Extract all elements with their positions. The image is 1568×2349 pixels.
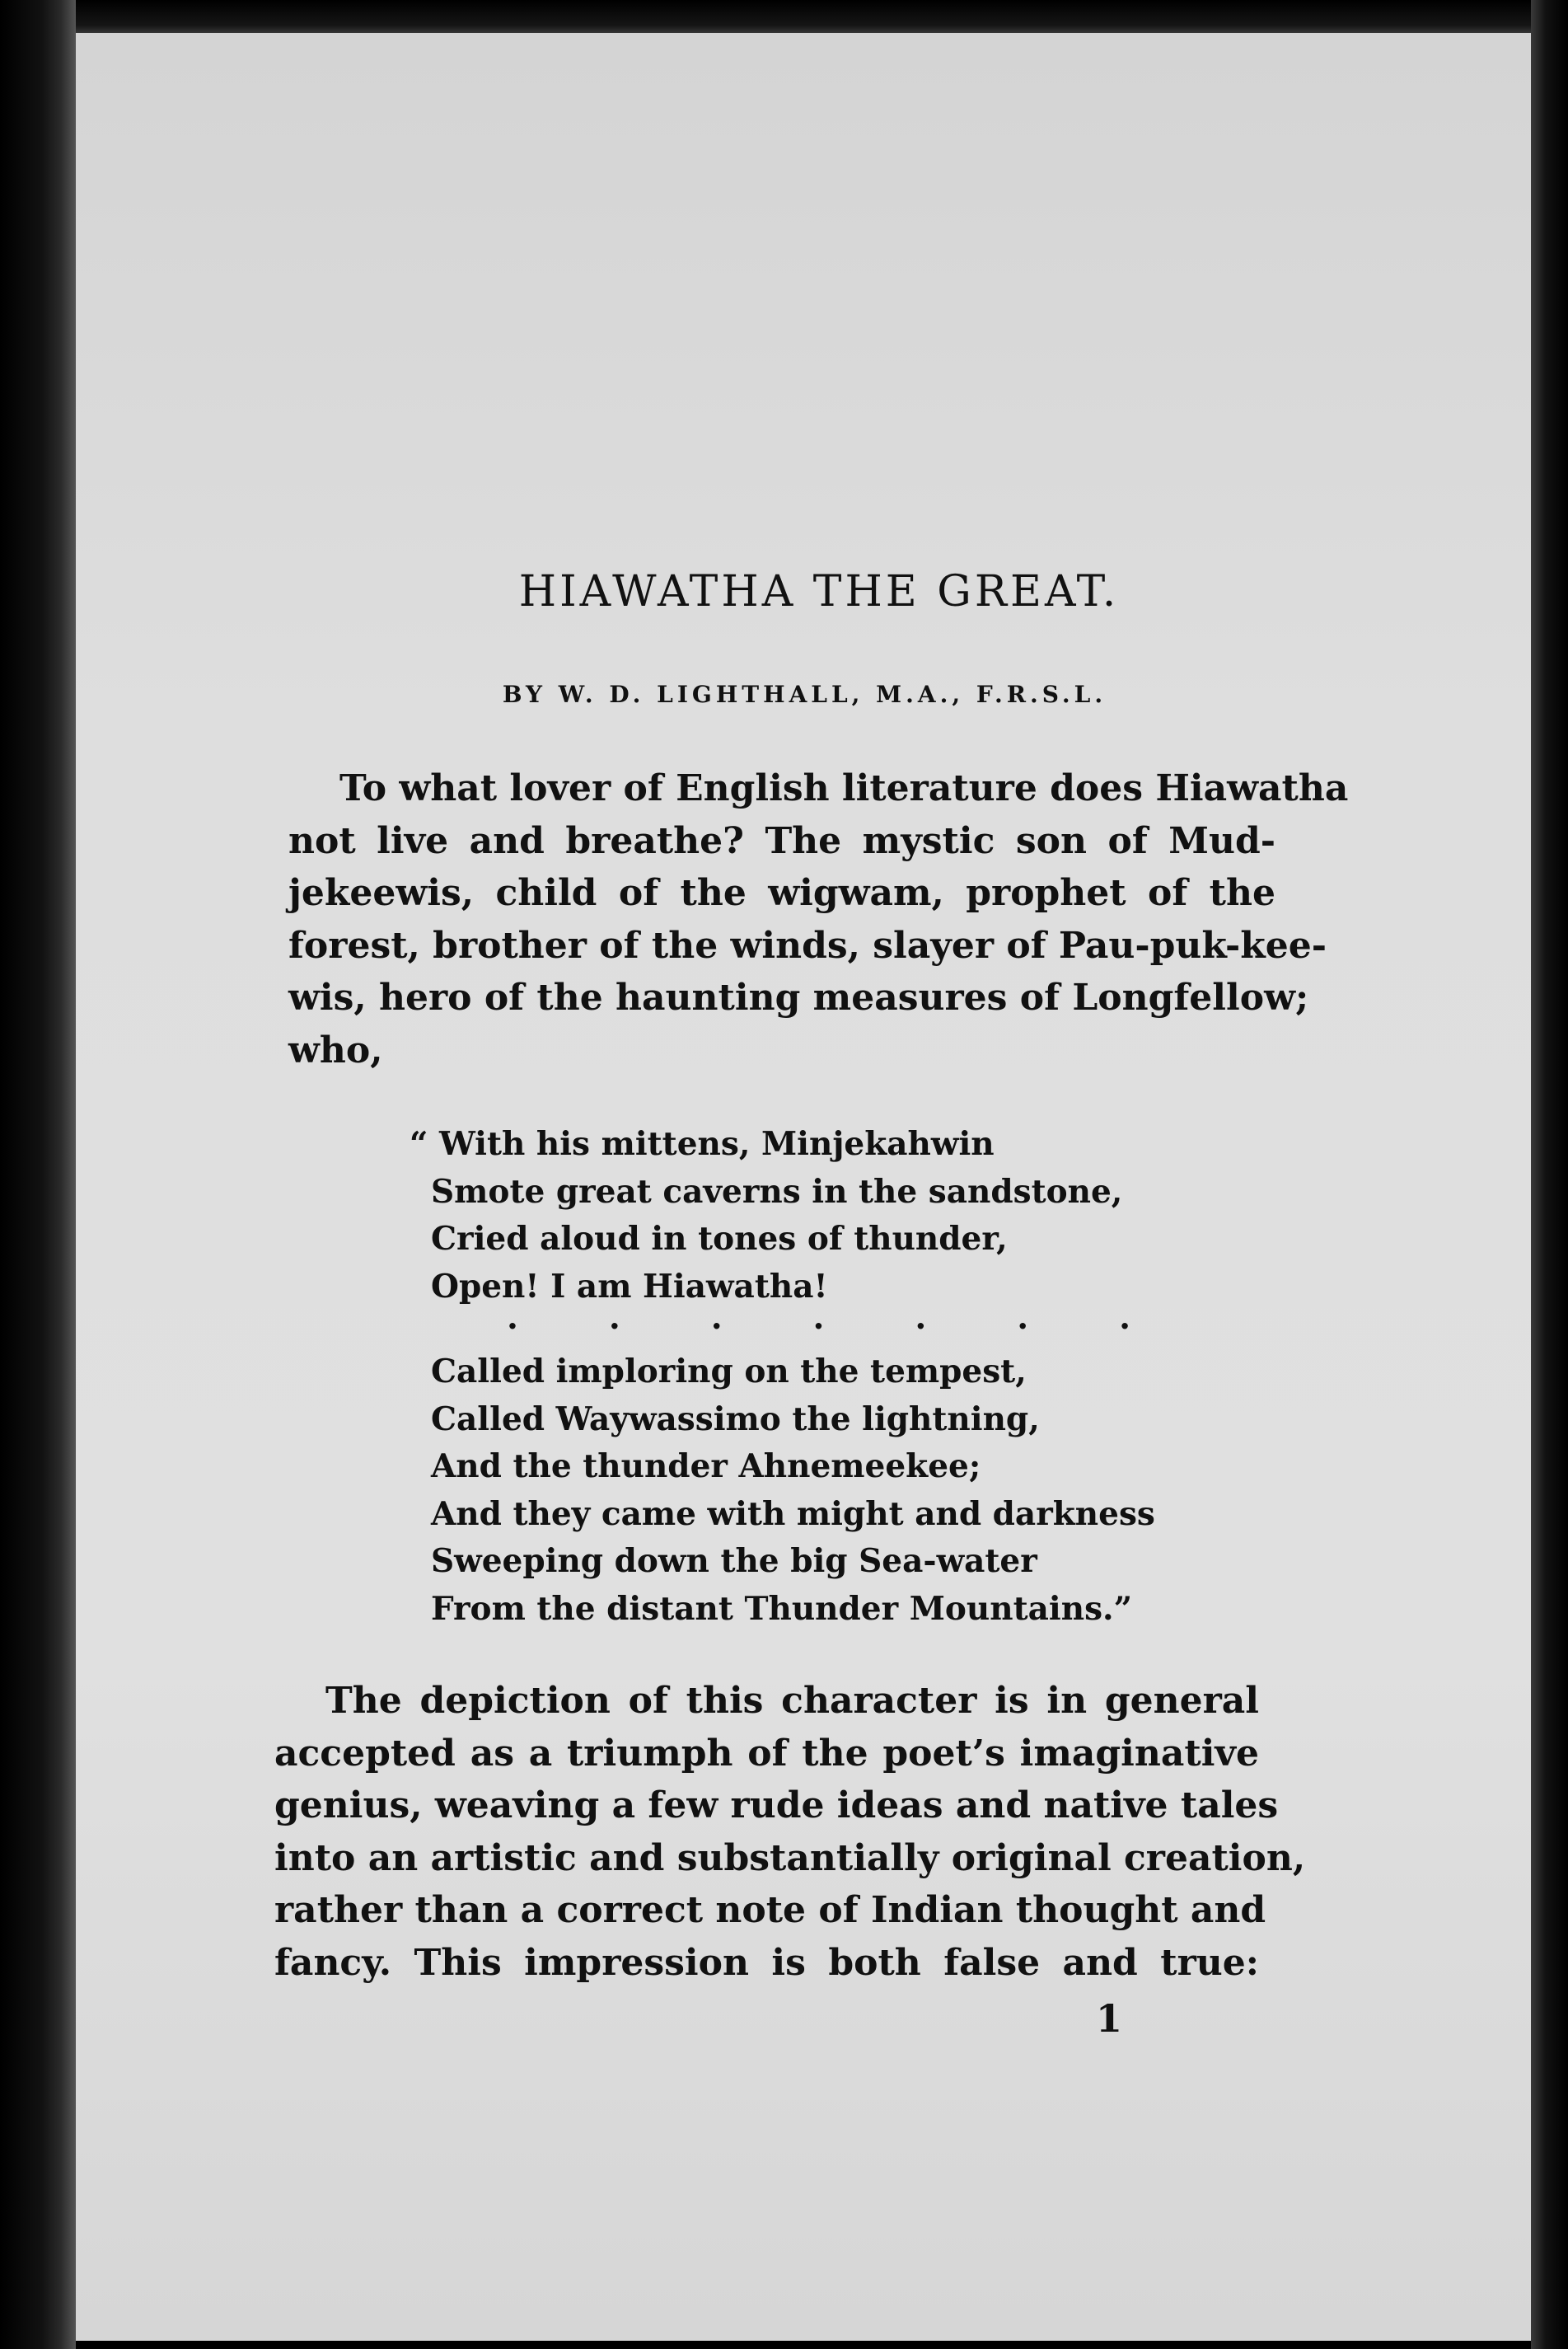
paragraph-line: forest, brother of the winds, slayer of Pau-puk-kee- xyxy=(288,924,1327,967)
scan-edge-left xyxy=(0,0,76,2349)
paragraph-line: into an artistic and substantially original creation, xyxy=(274,1836,1306,1879)
verse-line: Open! I am Hiawatha! xyxy=(431,1267,828,1306)
paragraph-line: fancy. This impression is both false and true: xyxy=(274,1941,1259,1984)
paragraph-line: rather than a correct note of Indian thought and xyxy=(274,1889,1266,1931)
verse-line: Cried aloud in tones of thunder, xyxy=(431,1220,1008,1258)
second-paragraph xyxy=(274,1675,1306,1989)
paragraph-line: To what lover of English literature does Hiawatha xyxy=(339,767,1349,809)
verse-line: Sweeping down the big Sea-water xyxy=(431,1542,1037,1580)
opening-paragraph xyxy=(288,762,1349,1076)
verse-line: Called Waywassimo the lightning, xyxy=(431,1400,1040,1438)
paragraph-line: accepted as a triumph of the poet’s imaginative xyxy=(274,1732,1259,1775)
author-byline: BY W. D. LIGHTHALL, M.A., F.R.S.L. xyxy=(502,681,1107,708)
page-number: 1 xyxy=(1096,1996,1123,2041)
verse-ellipsis: . . . . . . . xyxy=(507,1298,1171,1337)
paragraph-line: The depiction of this character is in general xyxy=(325,1680,1259,1722)
quoted-verse-stanza-2 xyxy=(431,1348,1255,1633)
scan-edge-right xyxy=(1531,0,1568,2349)
verse-line: And the thunder Ahnemeekee; xyxy=(431,1447,981,1485)
paragraph-line: who, xyxy=(288,1029,383,1071)
scan-edge-top xyxy=(0,0,1568,36)
verse-line: From the distant Thunder Mountains.” xyxy=(431,1589,1133,1628)
verse-line: “ With his mittens, Minjekahwin xyxy=(410,1125,995,1163)
verse-line: And they came with might and darkness xyxy=(431,1494,1155,1533)
verse-line: Called imploring on the tempest, xyxy=(431,1353,1027,1390)
article-title: HIAWATHA THE GREAT. xyxy=(518,567,1120,617)
verse-line: Smote great caverns in the sandstone, xyxy=(431,1172,1123,1211)
paragraph-line: genius, weaving a few rude ideas and native tales xyxy=(274,1784,1279,1826)
paragraph-line: wis, hero of the haunting measures of Longfellow; xyxy=(288,977,1309,1019)
paragraph-line: jekeewis, child of the wigwam, prophet of the xyxy=(288,872,1275,914)
quoted-verse-stanza-1 xyxy=(410,1121,1233,1310)
paragraph-line: not live and breathe? The mystic son of Mud- xyxy=(288,819,1275,862)
